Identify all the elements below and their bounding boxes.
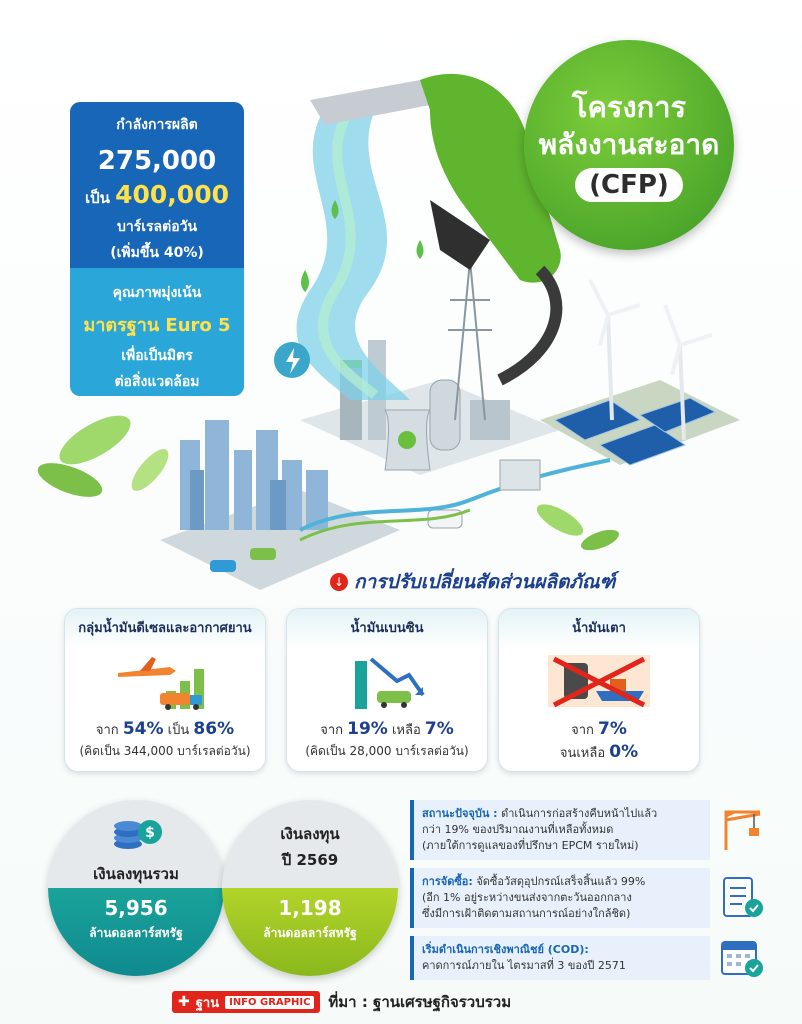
card-title: น้ำมันเบนซิน: [287, 609, 487, 649]
card-from: 19%: [347, 719, 388, 739]
title-line-2: พลังงานสะอาด: [538, 128, 720, 161]
production-unit: บาร์เรลต่อวัน: [116, 219, 198, 235]
checklist-icon: [716, 874, 766, 920]
investment-total-bottom: [48, 888, 224, 976]
product-card-fuel-oil: [498, 608, 700, 772]
card-from: 7%: [598, 719, 627, 739]
production-to-line: [70, 180, 244, 210]
title-line-1: โครงการ: [571, 90, 687, 124]
car-chart-down-icon: [287, 649, 487, 713]
product-card-diesel: [64, 608, 266, 772]
card-to: 86%: [193, 719, 235, 739]
quality-standard-box: [70, 268, 244, 396]
status-text-3: ซึ่งมีการเฝ้าติดตามสถานการณ์อย่างใกล้ชิด): [422, 907, 631, 920]
barrel-ship-icon: [499, 649, 699, 713]
card-pre: จาก: [95, 723, 119, 738]
card-title: กลุ่มน้ำมันดีเซลและอากาศยาน: [65, 609, 265, 649]
svg-text:$: $: [145, 825, 155, 841]
quality-line-4: ต่อสิ่งแวดล้อม: [114, 374, 200, 390]
card-note: (คิดเป็น 28,000 บาร์เรลต่อวัน): [305, 744, 469, 758]
card-title: น้ำมันเตา: [499, 609, 699, 649]
production-capacity-box: [70, 102, 244, 268]
arrow-down-icon: ↓: [330, 573, 348, 591]
status-head: เริ่มดำเนินการเชิงพาณิชย์ (COD):: [422, 943, 589, 956]
status-text-1: ดำเนินการก่อสร้างคืบหน้าไปแล้ว: [501, 807, 658, 820]
investment-year-label-1: เงินลงทุน: [280, 825, 340, 843]
product-card-gasoline: [286, 608, 488, 772]
crane-icon: [716, 806, 766, 852]
status-procurement: [410, 868, 710, 928]
quality-line-3: เพื่อเป็นมิตร: [121, 348, 193, 364]
status-head: การจัดซื้อ:: [422, 875, 473, 888]
title-line-3: (CFP): [575, 168, 683, 202]
status-text-2: กว่า 19% ของปริมาณงานที่เหลือทั้งหมด: [422, 823, 614, 836]
production-to-prefix: เป็น: [84, 189, 110, 207]
status-text-2: คาดการณ์ภายใน ไตรมาสที่ 3 ของปี 2571: [422, 959, 626, 972]
brand-name: ฐาน: [195, 995, 220, 1011]
card-note: (คิดเป็น 344,000 บาร์เรลต่อวัน): [79, 744, 251, 758]
card-pre: จาก: [320, 723, 343, 738]
card-mid: จนเหลือ: [559, 746, 606, 761]
card-values: [499, 719, 699, 740]
card-to: 7%: [424, 719, 454, 739]
brand-tag: INFO GRAPHIC: [225, 996, 314, 1009]
production-from: 275,000: [97, 146, 217, 176]
quality-line-2: มาตรฐาน Euro 5: [83, 315, 231, 336]
card-from: 54%: [122, 719, 164, 739]
investment-total-circle: [48, 800, 224, 976]
product-mix-heading: [330, 568, 615, 596]
status-text-1: จัดซื้อวัสดุอุปกรณ์เสร็จสิ้นแล้ว 99%: [476, 875, 646, 888]
investment-total-top: [48, 800, 224, 888]
card-values: [287, 719, 487, 740]
production-to: 400,000: [115, 180, 229, 209]
card-mid: เหลือ: [391, 723, 421, 738]
coins-icon: [110, 810, 164, 854]
production-label: กำลังการผลิต: [116, 117, 198, 133]
status-text-2: (อีก 1% อยู่ระหว่างขนส่งจากตะวันออกกลาง: [422, 891, 632, 904]
card-values-2: [499, 742, 699, 763]
investment-year-label-2: ปี 2569: [281, 851, 339, 869]
status-text-3: (ภายใต้การดูแลของที่ปรึกษา EPCM รายใหม่): [422, 839, 639, 852]
footer: [172, 990, 511, 1014]
investment-year-bottom: [222, 888, 398, 976]
production-increase: (เพิ่มขึ้น 40%): [110, 245, 204, 261]
product-mix-heading-text: การปรับเปลี่ยนสัดส่วนผลิตภัณฑ์: [354, 571, 616, 593]
calendar-check-icon: [716, 934, 766, 980]
car-icon: [210, 560, 236, 572]
investment-year-value: 1,198: [278, 896, 342, 920]
investment-year-top: [222, 800, 398, 888]
plane-truck-icon: [65, 649, 265, 713]
investment-year-unit: ล้านดอลลาร์สหรัฐ: [263, 926, 357, 940]
quality-line-1: คุณภาพมุ่งเน้น: [112, 285, 202, 301]
source-text: ที่มา : ฐานเศรษฐกิจรวบรวม: [328, 993, 512, 1011]
investment-total-label: เงินลงทุนรวม: [93, 865, 179, 883]
card-values: [65, 719, 265, 740]
status-cod: [410, 936, 710, 980]
brand-plus-icon: ✚: [178, 994, 190, 1010]
card-mid: เป็น: [167, 723, 190, 738]
card-to: 0%: [609, 742, 639, 762]
investment-total-value: 5,956: [104, 896, 168, 920]
status-head: สถานะปัจจุบัน :: [422, 807, 498, 820]
brand-logo: [172, 991, 320, 1013]
investment-year-circle: [222, 800, 398, 976]
status-current: [410, 800, 710, 860]
investment-total-unit: ล้านดอลลาร์สหรัฐ: [89, 926, 183, 940]
project-title-badge: [524, 40, 734, 250]
card-pre: จาก: [571, 723, 594, 738]
